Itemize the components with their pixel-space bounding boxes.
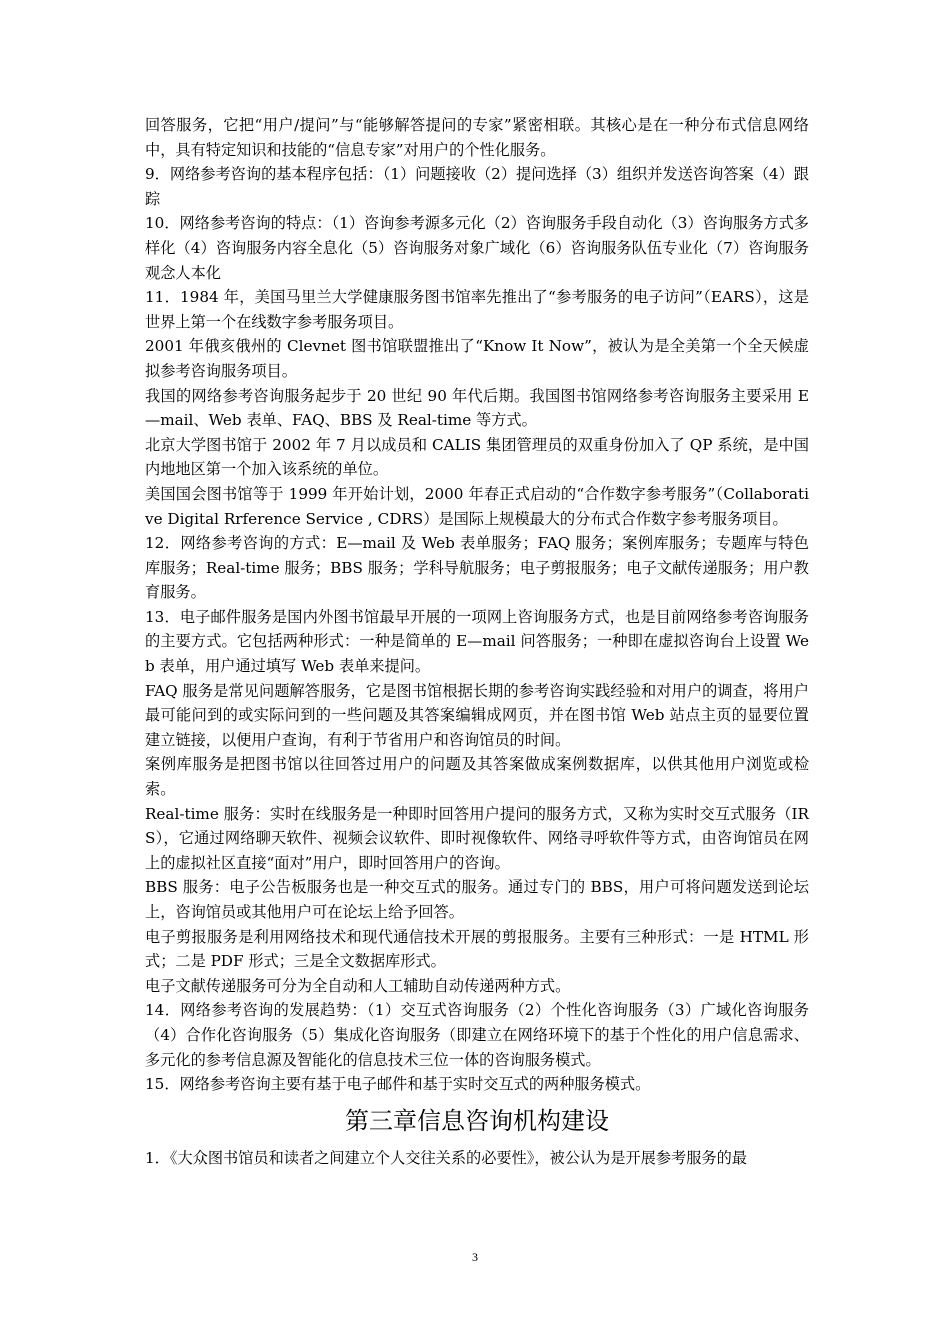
- paragraph: 我国的网络参考咨询服务起步于 20 世纪 90 年代后期。我国图书馆网络参考咨询服务主要采用 E—mail、Web 表单、FAQ、BBS 及 Real-time 等方式。: [145, 386, 809, 430]
- paragraph: 1．《大众图书馆员和读者之间建立个人交往关系的必要性》，被公认为是开展参考服务的最: [145, 1148, 747, 1167]
- paragraph: 电子剪报服务是利用网络技术和现代通信技术开展的剪报服务。主要有三种形式：一是 HTML 形式；二是 PDF 形式；三是全文数据库形式。: [145, 927, 809, 971]
- paragraph: 案例库服务是把图书馆以往回答过用户的问题及其答案做成案例数据库，以供其他用户浏览或检索。: [145, 755, 809, 799]
- page-content: [145, 113, 809, 1170]
- page-number: 3: [472, 1250, 478, 1264]
- paragraph: FAQ 服务是常见问题解答服务，它是图书馆根据长期的参考咨询实践经验和对用户的调查，将用户最可能问到的或实际问到的一些问题及其答案编辑成网页，并在图书馆 Web 站点主页的显要位置建立链接，以便用户查询，有利于节省用户和咨询馆员的时间。: [145, 681, 809, 749]
- paragraph: 12．网络参考咨询的方式：E—mail 及 Web 表单服务；FAQ 服务；案例库服务；专题库与特色库服务；Real-time 服务；BBS 服务；学科导航服务；电子剪报服务；电子文献传递服务；用户教育服务。: [145, 534, 809, 602]
- paragraph: BBS 服务：电子公告板服务也是一种交互式的服务。通过专门的 BBS，用户可将问题发送到论坛上，咨询馆员或其他用户可在论坛上给予回答。: [145, 878, 809, 921]
- paragraph: 2001 年俄亥俄州的 Clevnet 图书馆联盟推出了“Know It Now”，被认为是全美第一个全天候虚拟参考咨询服务项目。: [145, 337, 809, 380]
- paragraph: Real-time 服务：实时在线服务是一种即时回答用户提问的服务方式，又称为实时交互式服务（IRS），它通过网络聊天软件、视频会议软件、即时视像软件、网络寻呼软件等方式，由咨询馆员在网上的虚拟社区直接“面对”用户，即时回答用户的咨询。: [145, 804, 809, 872]
- paragraph: 14．网络参考咨询的发展趋势：（1）交互式咨询服务（2）个性化咨询服务（3）广域化咨询服务（4）合作化咨询服务（5）集成化咨询服务（即建立在网络环境下的基于个性化的用户信息需求、多元化的参考信息源及智能化的信息技术三位一体的咨询服务模式。: [145, 1001, 809, 1069]
- paragraph: 13．电子邮件服务是国内外图书馆最早开展的一项网上咨询服务方式，也是目前网络参考咨询服务的主要方式。它包括两种形式：一种是简单的 E—mail 问答服务；一种即在虚拟咨询台上设置 Web 表单，用户通过填写 Web 表单来提问。: [145, 607, 809, 676]
- paragraph: 9．网络参考咨询的基本程序包括：（1）问题接收（2）提问选择（3）组织并发送咨询答案（4）跟踪: [145, 165, 809, 208]
- paragraph: 美国国会图书馆等于 1999 年开始计划，2000 年春正式启动的“合作数字参考服务”（Collaborative Digital Rrference Service , CDRS）是国际上规模最大的分布式合作数字参考服务项目。: [145, 484, 809, 528]
- paragraph: 回答服务，它把“用户/提问”与“能够解答提问的专家”紧密相联。其核心是在一种分布式信息网络中，具有特定知识和技能的“信息专家”对用户的个性化服务。: [145, 116, 809, 159]
- paragraph: 北京大学图书馆于 2002 年 7 月以成员和 CALIS 集团管理员的双重身份加入了 QP 系统，是中国内地地区第一个加入该系统的单位。: [145, 435, 809, 479]
- paragraph: 15．网络参考咨询主要有基于电子邮件和基于实时交互式的两种服务模式。: [145, 1075, 651, 1094]
- paragraph: 11．1984 年，美国马里兰大学健康服务图书馆率先推出了“参考服务的电子访问”（EARS），这是世界上第一个在线数字参考服务项目。: [145, 288, 809, 331]
- chapter-title: 第三章信息咨询机构建设: [345, 1106, 609, 1135]
- paragraph: 电子文献传递服务可分为全自动和人工辅助自动传递两种方式。: [145, 976, 571, 995]
- paragraph: 10．网络参考咨询的特点：（1）咨询参考源多元化（2）咨询服务手段自动化（3）咨询服务方式多样化（4）咨询服务内容全息化（5）咨询服务对象广域化（6）咨询服务队伍专业化（7）咨询服务观念人本化: [145, 214, 809, 282]
